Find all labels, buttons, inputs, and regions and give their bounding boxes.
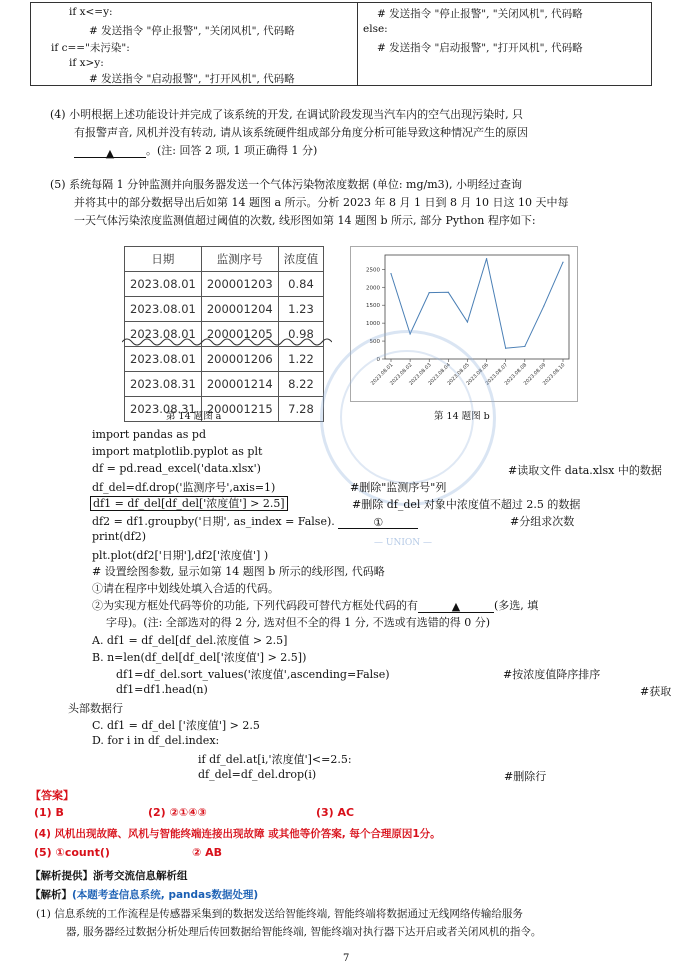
sub-question-1: ①请在程序中划线处填入合适的代码。 <box>92 582 279 595</box>
table-break-wave <box>122 336 332 348</box>
code-text: df2 = df1.groupby('日期', as_index = False). <box>92 515 335 528</box>
code-comment: #读取文件 data.xlsx 中的数据 <box>508 464 662 477</box>
table-cell: 8.22 <box>278 372 324 397</box>
caption-a: 第 14 题图 a <box>166 411 222 422</box>
code-line: df_del=df.drop('监测序号',axis=1) <box>92 481 276 494</box>
table-cell: 0.98 <box>278 322 324 347</box>
q4-line1: (4) 小明根据上述功能设计并完成了该系统的开发, 在调试阶段发现当汽车内的空气出现污染时, 只 <box>50 108 524 121</box>
code-comment: #分组求次数 <box>510 515 575 528</box>
table-header-row <box>125 247 324 272</box>
option-b-line2: df1=df_del.sort_values('浓度值',ascending=False) <box>116 668 390 681</box>
q4-line3 <box>74 142 317 160</box>
line-chart <box>351 247 577 401</box>
code-line: # 设置绘图参数, 显示如第 14 题图 b 所示的线形图, 代码略 <box>92 565 385 578</box>
table-cell: 2023.08.01 <box>125 347 202 372</box>
table-row <box>125 272 324 297</box>
series-line <box>391 259 563 349</box>
code-line: df = pd.read_excel('data.xlsx') <box>92 462 261 475</box>
code-comment: #按浓度值降序排序 <box>503 668 601 681</box>
table-cell: 2023.08.01 <box>125 322 202 347</box>
data-point <box>486 258 487 259</box>
table-header: 浓度值 <box>278 247 324 272</box>
code-line: else: <box>363 23 388 35</box>
table-header: 监测序号 <box>201 247 278 272</box>
x-tick-label: 2023.08.10 <box>541 362 567 387</box>
table-cell: 2023.08.01 <box>125 297 202 322</box>
sub-question-2-text: ②为实现方框处代码等价的功能, 下列代码段可替代方框处代码的有 <box>92 599 418 612</box>
table-divider <box>357 3 358 85</box>
answer-blank[interactable]: ▲ <box>74 145 146 158</box>
code-line: print(df2) <box>92 530 147 543</box>
code-line: # 发送指令 "停止报警", "关闭风机", 代码略 <box>89 25 295 37</box>
answer-5b: ② AB <box>192 846 223 859</box>
data-point <box>505 348 506 349</box>
code-line: import pandas as pd <box>92 428 206 441</box>
x-tick-label: 2023.08.03 <box>408 362 433 387</box>
analysis-topic: (本题考查信息系统, pandas数据处理) <box>72 889 259 901</box>
data-point <box>410 333 411 334</box>
analysis-p2: 器, 服务器经过数据分析处理后传回数据给智能终端, 智能终端对执行器下达开启或者关闭风机的指令。 <box>66 926 542 938</box>
table-row <box>125 372 324 397</box>
sub-question-2 <box>92 597 538 613</box>
boxed-code <box>90 495 288 511</box>
y-tick-label: 2500 <box>366 267 380 274</box>
line-chart-frame <box>350 246 578 402</box>
answer-blank[interactable]: ▲ <box>418 600 494 613</box>
code-line: if x>y: <box>69 57 104 69</box>
code-line <box>92 513 418 529</box>
y-tick-label: 500 <box>369 339 380 346</box>
analysis-header <box>30 887 258 902</box>
option-b-line4: 头部数据行 <box>68 702 123 715</box>
data-point <box>524 346 525 347</box>
table-cell: 0.84 <box>278 272 324 297</box>
code-line: import matplotlib.pyplot as plt <box>92 445 263 458</box>
code-line: if c=="未污染": <box>51 42 130 54</box>
code-table <box>30 2 652 86</box>
plot-area <box>385 255 569 359</box>
data-point <box>467 321 468 322</box>
code-line: # 发送指令 "停止报警", "关闭风机", 代码略 <box>377 8 583 20</box>
code-comment: #删除行 <box>504 770 547 783</box>
code-line: # 发送指令 "启动报警", "打开风机", 代码略 <box>89 73 295 85</box>
y-tick-label: 1000 <box>366 321 380 328</box>
boxed-code-text: df1 = df_del[df_del['浓度值'] > 2.5] <box>90 496 288 511</box>
data-point <box>562 262 563 263</box>
q4-line2: 有报警声音, 风机并没有转动, 请从该系统硬件组成部分角度分析可能导致这种情况产生的原因 <box>74 126 528 139</box>
x-tick-label: 2023.08.02 <box>389 362 414 387</box>
answer-4: (4) 风机出现故障、风机与智能终端连接出现故障 或其他等价答案, 每个合理原因1分。 <box>34 828 441 840</box>
table-cell: 2023.08.31 <box>125 397 202 422</box>
x-tick-label: 2023.08.05 <box>446 362 471 387</box>
option-d-line3: df_del=df_del.drop(i) <box>198 768 317 781</box>
table-header: 日期 <box>125 247 202 272</box>
watermark-text: — UNION — <box>374 538 432 548</box>
code-comment: #获取 <box>640 685 672 698</box>
answer-2: (2) ②①④③ <box>148 806 207 819</box>
table-row <box>125 347 324 372</box>
x-tick-label: 2023.08.09 <box>522 362 548 387</box>
table-cell: 200001206 <box>201 347 278 372</box>
table-row <box>125 297 324 322</box>
page-number: 7 <box>343 953 350 964</box>
table-cell: 200001215 <box>201 397 278 422</box>
option-a: A. df1 = df_del[df_del.浓度值 > 2.5] <box>92 634 288 647</box>
x-tick-label: 2023.08.06 <box>465 362 490 387</box>
x-tick-label: 2023.08.07 <box>484 362 510 387</box>
y-tick-label: 0 <box>376 357 380 363</box>
analysis-p1: (1) 信息系统的工作流程是传感器采集到的数据发送给智能终端, 智能终端将数据通过无线网络传输给服务 <box>36 908 523 920</box>
table-cell: 200001214 <box>201 372 278 397</box>
option-d-line2: if df_del.at[i,'浓度值']<=2.5: <box>198 753 352 766</box>
table-row <box>125 397 324 422</box>
sub-question-2-note: (多选, 填 <box>494 599 539 612</box>
q4-tail: 。(注: 回答 2 项, 1 项正确得 1 分) <box>146 144 318 157</box>
q5-line1: (5) 系统每隔 1 分钟监测并向服务器发送一个气体污染物浓度数据 (单位: mg/m3), 小明经过查询 <box>50 178 522 191</box>
table-cell: 7.28 <box>278 397 324 422</box>
answer-3: (3) AC <box>316 806 355 819</box>
sub-question-2-cont: 字母)。(注: 全部选对的得 2 分, 选对但不全的得 1 分, 不选或有选错的得 0 分) <box>106 616 491 629</box>
answer-5a: (5) ①count() <box>34 846 110 859</box>
answer-1: (1) B <box>34 806 64 819</box>
analysis-provider: 【解析提供】浙考交流信息解析组 <box>30 870 188 882</box>
table-cell: 200001204 <box>201 297 278 322</box>
table-cell: 2023.08.01 <box>125 272 202 297</box>
answer-title: 【答案】 <box>30 789 74 802</box>
option-b: B. n=len(df_del[df_del['浓度值'] > 2.5]) <box>92 651 307 664</box>
data-table <box>124 246 324 422</box>
option-b-line3: df1=df1.head(n) <box>116 683 208 696</box>
table-cell: 1.23 <box>278 297 324 322</box>
data-point <box>429 292 430 293</box>
code-line: plt.plot(df2['日期'],df2['浓度值'] ) <box>92 549 269 562</box>
q5-line3: 一天气体污染浓度监测值超过阈值的次数, 线形图如第 14 题图 b 所示, 部分 Python 程序如下: <box>74 214 536 227</box>
code-line: if x<=y: <box>69 6 113 18</box>
x-tick-label: 2023.08.01 <box>369 362 395 387</box>
code-line: # 发送指令 "启动报警", "打开风机", 代码略 <box>377 42 583 54</box>
code-blank-1[interactable]: ① <box>338 516 418 529</box>
y-tick-label: 2000 <box>366 285 380 292</box>
table-cell: 1.22 <box>278 347 324 372</box>
table-cell: 200001205 <box>201 322 278 347</box>
data-point <box>390 273 391 274</box>
code-comment: #删除"监测序号"列 <box>350 481 447 494</box>
data-point <box>448 292 449 293</box>
data-point <box>543 305 544 306</box>
y-tick-label: 1500 <box>366 303 380 310</box>
x-tick-label: 2023.08.08 <box>503 362 529 387</box>
option-c: C. df1 = df_del ['浓度值'] > 2.5 <box>92 719 260 732</box>
caption-b: 第 14 题图 b <box>434 411 490 422</box>
table-cell: 2023.08.31 <box>125 372 202 397</box>
option-d: D. for i in df_del.index: <box>92 734 220 747</box>
x-tick-label: 2023.08.04 <box>427 362 452 387</box>
q5-line2: 并将其中的部分数据导出后如第 14 题图 a 所示。分析 2023 年 8 月 1 日到 8 月 10 日这 10 天中每 <box>74 196 569 209</box>
code-comment: #删除 df_del 对象中浓度值不超过 2.5 的数据 <box>352 498 581 511</box>
table-cell: 200001203 <box>201 272 278 297</box>
analysis-label: 【解析】 <box>30 889 72 901</box>
